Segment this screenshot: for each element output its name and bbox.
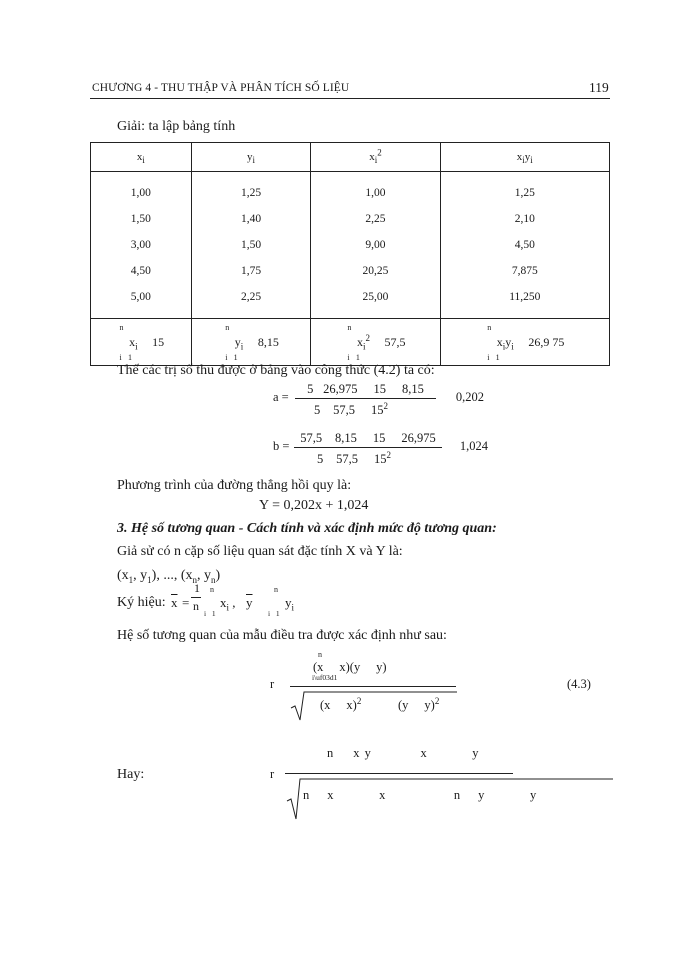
sum-xi2: n i 1 $x_i^2$ 57,5 [311,319,440,366]
table-cell: 1,40 [191,206,311,232]
table-cell: 25,00 [311,284,440,319]
header-rule [90,98,610,99]
col-header-xiyi: $x_iy_i$ [440,143,609,172]
col-header-xi2: $x_i^2$ [311,143,440,172]
formula-b-numerator: 57,5 8,15 15 26,975 [318,431,418,445]
notation-label: Ký hiệu: [117,595,166,610]
table-cell: 20,25 [311,258,440,284]
table-cell: 4,50 [440,232,609,258]
regression-text: Phương trình của đường thẳng hồi quy là: [117,478,352,493]
formula-a-numerator: 5 26,975 15 8,15 [323,382,408,396]
table-cell: 1,50 [191,232,311,258]
table-cell: 1,50 [91,206,192,232]
table-cell: 11,250 [440,284,609,319]
sum-xiyi: n i 1 $x_iy_i$ 26,9 75 [440,319,609,366]
table-cell: 1,25 [191,172,311,207]
table-cell: 3,00 [91,232,192,258]
table-row [91,258,610,284]
notation-ybar-formula: $\overline{y}$ n i 1 $y_i$ [246,585,295,618]
formula-a-lhs: a = [273,390,289,404]
formula-r2-den-right: n y y [440,788,468,802]
formula-r2-numerator-glyphs [344,760,435,769]
table-cell: 4,50 [91,258,192,284]
chapter-title: CHƯƠNG 4 - THU THẬP VÀ PHÂN TÍCH SỐ LIỆU [92,82,350,94]
assume-text: Giả sử có n cặp số liệu quan sát đặc tính X và Y là: [117,544,403,559]
formula-b-fraction-bar [294,447,442,448]
formula-r2-lhs: r [270,767,275,781]
formula-r-den-right: (y y)$^2$ [398,695,427,712]
formula-r-numerator: (x x)(y y) [313,660,361,674]
formula-r2-den-glyphs [306,806,411,815]
formula-r-lhs: r [270,677,275,691]
formula-r2-numerator: n x y x y [327,746,380,760]
table-sum-row [91,319,610,366]
formula-b-denominator: 5 57,5 $15^2$ [317,449,369,466]
notation-xbar-formula: $\overline{x}$ = 1 n n i 1 [171,581,214,618]
formula-a-result: 0,202 [443,390,472,404]
formula-b-lhs: b = [273,439,290,453]
table-cell: 1,25 [440,172,609,207]
table-row [91,172,610,207]
data-table [90,142,610,366]
table-cell: 2,10 [440,206,609,232]
formula-r-sum-bottom: i\uf03d1 [312,673,338,682]
col-header-yi: $y_i$ [191,143,311,172]
formula-r2-fraction-bar [285,773,513,774]
formula-b-result: 1,024 [447,439,476,453]
table-cell: 7,875 [440,258,609,284]
table-row [91,232,610,258]
coef-text: Hệ số tương quan của mẫu điều tra được xác định như sau: [117,628,447,643]
formula-r2-den-left: n x x [303,788,331,802]
table-cell: 5,00 [91,284,192,319]
table-row [91,206,610,232]
notation-xi: $x_i$ , [220,595,236,613]
col-header-xi: $x_i$ [91,143,192,172]
hay-label: Hay: [117,767,145,782]
formula-r-den-left: (x x)$^2$ [320,695,349,712]
formula-r-sum-top: n [318,650,322,659]
table-cell: 1,00 [311,172,440,207]
table-row [91,284,610,319]
regression-equation: Y = 0,202x + 1,024 [259,498,369,513]
table-cell: 2,25 [191,284,311,319]
formula-a-fraction-bar [295,398,436,399]
substitute-text: Thế các trị số thu được ở bảng vào công thức (4.2) ta có: [117,363,435,378]
intro-text: Giải: ta lập bảng tính [117,119,236,134]
sum-yi: n i 1 $y_i$ 8,15 [191,319,311,366]
table-cell: 1,75 [191,258,311,284]
page-number: 119 [589,80,609,95]
section-heading: 3. Hệ số tương quan - Cách tính và xác định mức độ tương quan: [117,521,497,536]
pairs-text: ($x_1$, $y_1$), ..., ($x_n$, $y_n$) [117,568,221,585]
formula-r-fraction-bar [290,686,456,687]
table-cell: 1,00 [91,172,192,207]
sum-xi: n i 1 $x_i$ 15 [91,319,192,366]
table-cell: 9,00 [311,232,440,258]
formula-r-number: (4.3) [567,677,591,691]
table-cell: 2,25 [311,206,440,232]
formula-a-denominator: 5 57,5 $15^2$ [314,400,366,417]
